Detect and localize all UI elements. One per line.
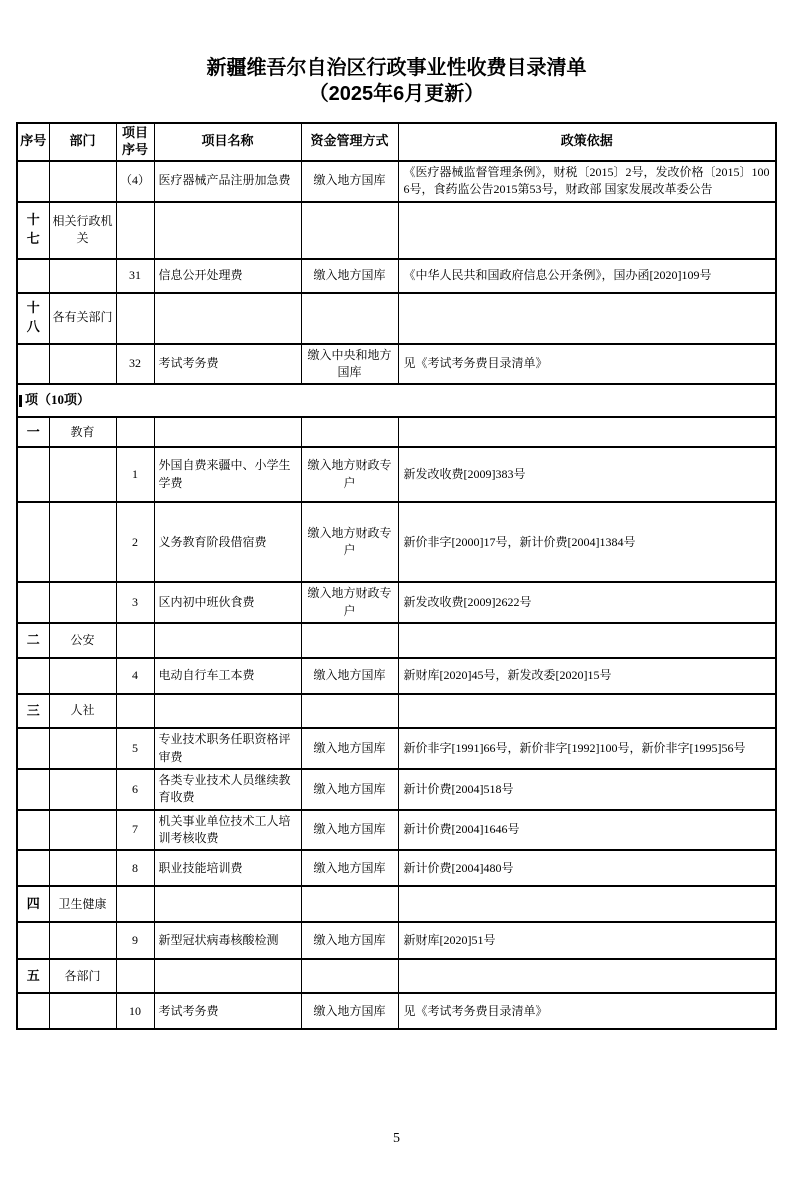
cell-item-no: （4） xyxy=(116,161,154,202)
table-row xyxy=(17,259,776,293)
header-item-no: 项目序号 xyxy=(116,123,154,161)
cell-item-name: 信息公开处理费 xyxy=(154,259,301,293)
cell-item-name: 区内初中班伙食费 xyxy=(154,582,301,623)
cell-fund-method xyxy=(301,293,398,344)
table-row xyxy=(17,623,776,658)
cell-policy-basis: 《中华人民共和国政府信息公开条例》，国办函[2020]109号 xyxy=(398,259,776,293)
cell-item-no xyxy=(116,293,154,344)
cell-department xyxy=(49,502,116,582)
table-row xyxy=(17,658,776,694)
cell-policy-basis: 新财库[2020]51号 xyxy=(398,922,776,959)
cell-item-no xyxy=(116,959,154,993)
cell-item-no: 4 xyxy=(116,658,154,694)
cell-item-no: 32 xyxy=(116,344,154,385)
cell-item-no: 31 xyxy=(116,259,154,293)
cell-seq-no xyxy=(17,582,49,623)
cell-policy-basis xyxy=(398,417,776,447)
cell-item-no: 1 xyxy=(116,447,154,502)
table-row xyxy=(17,502,776,582)
table-row xyxy=(17,582,776,623)
cell-fund-method: 缴入地方国库 xyxy=(301,922,398,959)
fee-catalog-table xyxy=(16,122,777,1030)
cell-item-no xyxy=(116,694,154,728)
cell-item-name xyxy=(154,417,301,447)
cell-item-name: 考试考务费 xyxy=(154,993,301,1029)
cell-policy-basis: 新发改收费[2009]383号 xyxy=(398,447,776,502)
header-item-name: 项目名称 xyxy=(154,123,301,161)
cell-department xyxy=(49,850,116,886)
table-row xyxy=(17,417,776,447)
cell-seq-no: 十八 xyxy=(17,293,49,344)
header-seq-no: 序号 xyxy=(17,123,49,161)
cell-policy-basis xyxy=(398,623,776,658)
cell-policy-basis: 新价非字[1991]66号，新价非字[1992]100号，新价非字[1995]56号 xyxy=(398,728,776,769)
cell-fund-method: 缴入中央和地方国库 xyxy=(301,344,398,385)
cell-department xyxy=(49,810,116,851)
cell-fund-method xyxy=(301,417,398,447)
cell-fund-method: 缴入地方国库 xyxy=(301,993,398,1029)
cell-department: 卫生健康 xyxy=(49,886,116,922)
clipped-character-fragment xyxy=(19,395,22,407)
table-row xyxy=(17,293,776,344)
cell-item-name: 医疗器械产品注册加急费 xyxy=(154,161,301,202)
cell-policy-basis: 见《考试考务费目录清单》 xyxy=(398,344,776,385)
cell-seq-no xyxy=(17,993,49,1029)
cell-fund-method xyxy=(301,202,398,259)
cell-seq-no xyxy=(17,447,49,502)
header-fund-method: 资金管理方式 xyxy=(301,123,398,161)
cell-item-no: 5 xyxy=(116,728,154,769)
cell-item-name: 义务教育阶段借宿费 xyxy=(154,502,301,582)
cell-department xyxy=(49,993,116,1029)
cell-item-name xyxy=(154,959,301,993)
cell-item-name: 电动自行车工本费 xyxy=(154,658,301,694)
cell-department: 人社 xyxy=(49,694,116,728)
cell-item-no xyxy=(116,623,154,658)
section-break-cell xyxy=(17,384,776,417)
cell-item-no: 10 xyxy=(116,993,154,1029)
cell-department xyxy=(49,447,116,502)
cell-department: 各部门 xyxy=(49,959,116,993)
page-title xyxy=(0,55,793,107)
table-row xyxy=(17,728,776,769)
cell-item-no: 6 xyxy=(116,769,154,810)
cell-seq-no xyxy=(17,922,49,959)
cell-item-no xyxy=(116,417,154,447)
cell-seq-no: 十七 xyxy=(17,202,49,259)
cell-item-name: 各类专业技术人员继续教育收费 xyxy=(154,769,301,810)
cell-policy-basis: 《医疗器械监督管理条例》，财税〔2015〕2号，发改价格〔2015〕1006号，食药监公告2015第53号，财政部 国家发展改革委公告 xyxy=(398,161,776,202)
cell-item-name: 新型冠状病毒核酸检测 xyxy=(154,922,301,959)
table-row xyxy=(17,922,776,959)
cell-fund-method: 缴入地方国库 xyxy=(301,658,398,694)
cell-seq-no: 一 xyxy=(17,417,49,447)
cell-seq-no xyxy=(17,161,49,202)
cell-policy-basis xyxy=(398,202,776,259)
cell-item-no: 8 xyxy=(116,850,154,886)
table-row xyxy=(17,694,776,728)
cell-policy-basis: 新计价费[2004]518号 xyxy=(398,769,776,810)
cell-department xyxy=(49,658,116,694)
cell-item-name: 专业技术职务任职资格评审费 xyxy=(154,728,301,769)
section-break-row xyxy=(17,384,776,417)
cell-item-no xyxy=(116,202,154,259)
cell-seq-no xyxy=(17,658,49,694)
cell-department xyxy=(49,259,116,293)
cell-policy-basis xyxy=(398,886,776,922)
table-row xyxy=(17,161,776,202)
cell-item-name: 考试考务费 xyxy=(154,344,301,385)
cell-item-name xyxy=(154,293,301,344)
cell-seq-no xyxy=(17,728,49,769)
cell-fund-method: 缴入地方国库 xyxy=(301,161,398,202)
cell-seq-no: 四 xyxy=(17,886,49,922)
table-row xyxy=(17,850,776,886)
cell-item-no: 3 xyxy=(116,582,154,623)
cell-seq-no xyxy=(17,344,49,385)
cell-department xyxy=(49,582,116,623)
table-row xyxy=(17,447,776,502)
cell-item-name xyxy=(154,886,301,922)
cell-department xyxy=(49,344,116,385)
cell-fund-method xyxy=(301,959,398,993)
cell-fund-method: 缴入地方国库 xyxy=(301,850,398,886)
cell-item-name: 外国自费来疆中、小学生学费 xyxy=(154,447,301,502)
cell-department: 教育 xyxy=(49,417,116,447)
cell-department: 相关行政机关 xyxy=(49,202,116,259)
cell-policy-basis xyxy=(398,694,776,728)
table-row xyxy=(17,810,776,851)
cell-seq-no: 三 xyxy=(17,694,49,728)
header-department: 部门 xyxy=(49,123,116,161)
page-number: 5 xyxy=(393,1131,400,1146)
cell-fund-method: 缴入地方财政专户 xyxy=(301,502,398,582)
table-row xyxy=(17,886,776,922)
cell-item-name xyxy=(154,202,301,259)
cell-department: 各有关部门 xyxy=(49,293,116,344)
cell-fund-method: 缴入地方国库 xyxy=(301,728,398,769)
document-page xyxy=(0,55,793,1177)
cell-fund-method xyxy=(301,623,398,658)
cell-fund-method xyxy=(301,886,398,922)
cell-seq-no: 二 xyxy=(17,623,49,658)
cell-policy-basis xyxy=(398,293,776,344)
table-header-row xyxy=(17,123,776,161)
cell-seq-no xyxy=(17,850,49,886)
cell-policy-basis: 新发改收费[2009]2622号 xyxy=(398,582,776,623)
cell-department xyxy=(49,769,116,810)
cell-seq-no: 五 xyxy=(17,959,49,993)
cell-department xyxy=(49,161,116,202)
cell-fund-method: 缴入地方国库 xyxy=(301,769,398,810)
cell-item-no: 7 xyxy=(116,810,154,851)
cell-policy-basis: 见《考试考务费目录清单》 xyxy=(398,993,776,1029)
cell-fund-method: 缴入地方国库 xyxy=(301,810,398,851)
cell-item-name xyxy=(154,694,301,728)
cell-policy-basis: 新计价费[2004]480号 xyxy=(398,850,776,886)
cell-fund-method: 缴入地方财政专户 xyxy=(301,447,398,502)
cell-department xyxy=(49,922,116,959)
cell-policy-basis xyxy=(398,959,776,993)
cell-policy-basis: 新价非字[2000]17号，新计价费[2004]1384号 xyxy=(398,502,776,582)
page-title-line2: （2025年6月更新） xyxy=(308,83,485,105)
section-break-label: 项（10项） xyxy=(25,392,91,408)
cell-seq-no xyxy=(17,810,49,851)
cell-department: 公安 xyxy=(49,623,116,658)
cell-fund-method: 缴入地方财政专户 xyxy=(301,582,398,623)
cell-seq-no xyxy=(17,259,49,293)
cell-seq-no xyxy=(17,769,49,810)
cell-item-no: 9 xyxy=(116,922,154,959)
cell-item-name xyxy=(154,623,301,658)
table-row xyxy=(17,993,776,1029)
table-row xyxy=(17,202,776,259)
cell-item-no: 2 xyxy=(116,502,154,582)
cell-item-no xyxy=(116,886,154,922)
header-policy-basis: 政策依据 xyxy=(398,123,776,161)
cell-department xyxy=(49,728,116,769)
cell-policy-basis: 新计价费[2004]1646号 xyxy=(398,810,776,851)
cell-item-name: 职业技能培训费 xyxy=(154,850,301,886)
cell-fund-method: 缴入地方国库 xyxy=(301,259,398,293)
table-row xyxy=(17,344,776,385)
cell-fund-method xyxy=(301,694,398,728)
table-row xyxy=(17,769,776,810)
cell-item-name: 机关事业单位技术工人培训考核收费 xyxy=(154,810,301,851)
table-row xyxy=(17,959,776,993)
cell-policy-basis: 新财库[2020]45号，新发改委[2020]15号 xyxy=(398,658,776,694)
page-title-line1: 新疆维吾尔自治区行政事业性收费目录清单 xyxy=(206,57,587,79)
cell-seq-no xyxy=(17,502,49,582)
